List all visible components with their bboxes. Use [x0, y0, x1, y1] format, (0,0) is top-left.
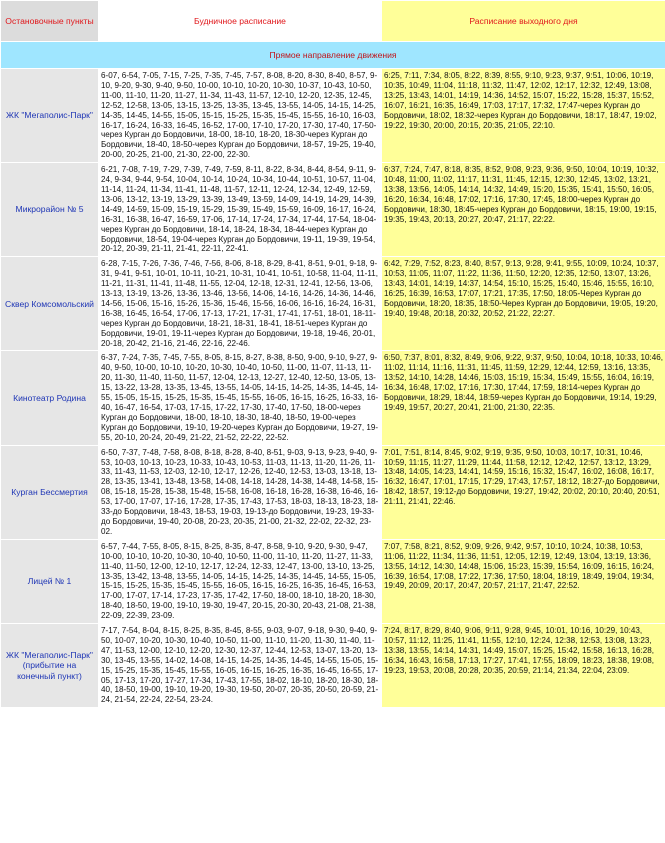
stop-name: Лицей № 1	[1, 539, 99, 623]
table-row	[1, 163, 665, 257]
weekday-times: 6-57, 7-44, 7-55, 8-05, 8-15, 8-25, 8-35, 8-47, 8-58, 9-10, 9-20, 9-30, 9-47, 10-00, 10-10, 10-20, 10-30, 10-40, 10-50, 11-00, 11-10, 11-20, 11-27, 11-33, 11-40, 11-50, 12-00, 12-10, 12-17, 12-24, 12-33, 12-47, 13-00, 13-10, 13-25, 13-35, 13-42, 13-48, 13-55, 14-05, 14-15, 14-25, 14-35, 14-45, 14-55, 15-05, 15-15, 15-25, 15-35, 15-45, 15-55, 16-05, 16-15, 16-25, 16-35, 16-45, 16-53, 17-00, 17-07, 17-14, 17-23, 17-35, 17-42, 17-50, 18-00, 18-10, 18-20, 18-30, 18-40, 18-50, 19-00, 19-10, 19-30, 19-47, 20-15, 20-30, 20-43, 21-08, 21-38, 22-09, 22-39, 23-09.	[99, 539, 382, 623]
direction-title: Прямое направление движения	[1, 42, 665, 69]
weekday-times: 6-37, 7-24, 7-35, 7-45, 7-55, 8-05, 8-15, 8-27, 8-38, 8-50, 9-00, 9-10, 9-27, 9-40, 9-50, 10-00, 10-10, 10-20, 10-30, 10-40, 10-50, 11-00, 11-07, 11-13, 11-20, 11-30, 11-40, 11-50, 11-57, 12-04, 12-13, 12-27, 12-40, 12-50, 13-05, 13-15, 13-22, 13-28, 13-35, 13-45, 13-55, 14-05, 14-15, 14-25, 14-35, 14-45, 14-55, 15-05, 15-15, 15-25, 15-35, 15-45, 15-55, 16-05, 16-15, 16-25, 16-33, 16-40, 16-47, 16-54, 17-03, 17-15, 17-22, 17-30, 17-40, 17-50, 18-00-через Курган до Бордовичи, 18-00, 18-10, 18-30, 18-40, 18-50, 19-00-через Курган до Бордовичи, 19-10, 19-20-через Курган до Бордовичи, 19-27, 19-55, 20-10, 20-24, 20-49, 21-22, 21-52, 22-22, 22-52.	[99, 351, 382, 445]
stop-name: ЖК "Мегаполис-Парк" (прибытие на конечный пункт)	[1, 624, 99, 708]
weekend-times: 7:01, 7:51, 8:14, 8:45, 9:02, 9:19, 9:35, 9:50, 10:03, 10:17, 10:31, 10:46, 10:59, 11:15, 11:27, 11:29, 11:44, 11:58, 12:12, 12:42, 12:57, 13:12, 13:29, 13:48, 14:05, 14:23, 14:41, 14:59, 15:16, 15:32, 15:47, 16:02, 16:08, 16:17, 16:32, 16:47, 17:01, 17:15, 17:29, 17:43, 17:57, 18:12, 18:27-до Бордовичи, 18:42, 18:57, 19:12-до Бордовичи, 19:27, 19:42, 20:02, 20:10, 20:40, 20:51, 21:11, 21:41, 22:46.	[382, 445, 665, 539]
weekend-times: 7:07, 7:58, 8:21, 8:52, 9:09, 9:26, 9:42, 9:57, 10:10, 10:24, 10:38, 10:53, 11:06, 11:22, 11:34, 11:36, 11:51, 12:05, 12:19, 12:49, 13:04, 13:19, 13:36, 13:55, 14:12, 14:30, 14:48, 15:06, 15:23, 15:39, 15:54, 16:09, 16:15, 16:24, 16:39, 16:54, 17:08, 17:22, 17:36, 17:50, 18:04, 18:19, 18:49, 19:04, 19:34, 19:49, 20:09, 20:17, 20:47, 20:57, 21:17, 21:47, 22:52.	[382, 539, 665, 623]
stop-name: Сквер Комсомольский	[1, 257, 99, 351]
header-row	[1, 1, 665, 42]
stop-name: ЖК "Мегаполис-Парк"	[1, 69, 99, 163]
table-row	[1, 351, 665, 445]
header-stops: Остановочные пункты	[1, 1, 99, 42]
header-weekday: Будничное расписание	[99, 1, 382, 42]
table-row	[1, 69, 665, 163]
weekend-times: 6:50, 7:37, 8:01, 8:32, 8:49, 9:06, 9:22, 9:37, 9:50, 10:04, 10:18, 10:33, 10:46, 11:02, 11:14, 11:16, 11:31, 11:45, 11:59, 12:29, 12:44, 12:59, 13:16, 13:35, 13:52, 14:10, 14:28, 14:46, 15:03, 15:19, 15:34, 15:49, 15:55, 16:04, 16:19, 16:34, 16:48, 17:02, 17:16, 17:30, 17:44, 17:59, 18:14-через Курган до Бордовичи, 18:29, 18:44, 18:59-через Курган до Бордовичи, 19:14, 19:29, 19:49, 19:57, 20:27, 20:41, 21:00, 21:30, 22:35.	[382, 351, 665, 445]
weekday-times: 6-28, 7-15, 7-26, 7-36, 7-46, 7-56, 8-06, 8-18, 8-29, 8-41, 8-51, 9-01, 9-18, 9-31, 9-41, 9-51, 10-01, 10-11, 10-21, 10-31, 10-41, 10-51, 10-58, 11-04, 11-11, 11-21, 11-31, 11-41, 11-48, 11-55, 12-04, 12-18, 12-31, 12-41, 12-56, 13-06, 13-13, 13-19, 13-26, 13-36, 13-46, 13-56, 14-06, 14-16, 14-26, 14-36, 14-46, 14-56, 15-06, 15-16, 15-26, 15-36, 15-46, 15-56, 16-06, 16-16, 16-24, 16-31, 16-38, 16-45, 16-54, 17-06, 17-13, 17-21, 17-31, 17-41, 17-51, 18-01, 18-11-через Курган до Бордовичи, 18-21, 18-31, 18-41, 18-51-через Курган до Бордовичи, 19-01, 19-11-через Курган до Бордовичи, 19-18, 19-46, 20-01, 20-18, 20-42, 21-16, 21-46, 22-16, 22-46.	[99, 257, 382, 351]
direction-row	[1, 42, 665, 69]
weekend-times: 6:25, 7:11, 7:34, 8:05, 8:22, 8:39, 8:55, 9:10, 9:23, 9:37, 9:51, 10:06, 10:19, 10:35, 10:49, 11:04, 11:18, 11:32, 11:47, 12:02, 12:17, 12:32, 12:49, 13:08, 13:25, 13:43, 14:01, 14:19, 14:36, 14:52, 15:07, 15:22, 15:28, 15:37, 15:52, 16:07, 16:21, 16:35, 16:49, 17:03, 17:17, 17:32, 17:47-через Курган до Бордовичи, 18:02, 18:32-через Курган до Бордовичи, 18:17, 18:47, 19:02, 19:22, 19:30, 20:00, 20:15, 20:35, 21:05, 22:10.	[382, 69, 665, 163]
stop-name: Кинотеатр Родина	[1, 351, 99, 445]
header-weekend: Расписание выходного дня	[382, 1, 665, 42]
weekend-times: 6:42, 7:29, 7:52, 8:23, 8:40, 8:57, 9:13, 9:28, 9:41, 9:55, 10:09, 10:24, 10:37, 10:53, 11:05, 11:07, 11:22, 11:36, 11:50, 12:20, 12:35, 12:50, 13:07, 13:26, 13:43, 14:01, 14:19, 14:37, 14:54, 15:10, 15:25, 15:40, 15:46, 15:55, 16:10, 16:25, 16:39, 16:53, 17:07, 17:21, 17:35, 17:50, 18:05-Через Курган до Бордовичи, 18:20, 18:35, 18:50-Через Курган до Бордовичи, 19:05, 19:20, 19:40, 19:48, 20:18, 20:32, 20:52, 21:22, 22:27.	[382, 257, 665, 351]
table-row	[1, 257, 665, 351]
weekday-times: 6-50, 7-37, 7-48, 7-58, 8-08, 8-18, 8-28, 8-40, 8-51, 9-03, 9-13, 9-23, 9-40, 9-53, 10-03, 10-13, 10-23, 10-33, 10-43, 10-53, 11-03, 11-13, 11-20, 11-26, 11-33, 11-43, 11-53, 12-03, 12-10, 12-17, 12-26, 12-40, 12-53, 13-03, 13-18, 13-28, 13-35, 13-41, 13-48, 13-58, 14-08, 14-18, 14-28, 14-38, 14-48, 14-58, 15-08, 15-18, 15-28, 15-38, 15-48, 15-58, 16-08, 16-18, 16-28, 16-38, 16-46, 16-53, 17-00, 17-07, 17-16, 17-28, 17-35, 17-43, 17-53, 18-03, 18-13, 18-23, 18-33-до Бордовичи, 18-43, 18-53, 19-03, 19-13-до Бордовичи, 19-23, 19-33-до Бордовичи, 19-40, 20-08, 20-23, 20-35, 21-00, 21-32, 22-02, 22-32, 23-02.	[99, 445, 382, 539]
stop-name: Курган Бессмертия	[1, 445, 99, 539]
weekend-times: 6:37, 7:24, 7:47, 8:18, 8:35, 8:52, 9:08, 9:23, 9:36, 9:50, 10:04, 10:19, 10:32, 10:48, 11:00, 11:02, 11:17, 11:31, 11:45, 12:15, 12:30, 12:45, 13:02, 13:21, 13:38, 13:56, 14:05, 14:14, 14:32, 14:49, 15:20, 15:35, 15:41, 15:50, 16:05, 16:20, 16:34, 16:48, 17:02, 17:16, 17:30, 17:45, 18:00-через Курган до Бордовичи, 18:30, 18:45-через Курган до Бордовичи, 18:15, 19:00, 19:15, 19:35, 19:43, 20:13, 20:27, 20:47, 21:17, 22:22.	[382, 163, 665, 257]
table-row	[1, 624, 665, 708]
table-row	[1, 539, 665, 623]
stop-name: Микрорайон № 5	[1, 163, 99, 257]
weekday-times: 6-07, 6-54, 7-05, 7-15, 7-25, 7-35, 7-45, 7-57, 8-08, 8-20, 8-30, 8-40, 8-57, 9-10, 9-20, 9-30, 9-40, 9-50, 10-00, 10-10, 10-20, 10-30, 10-37, 10-43, 10-50, 11-00, 11-10, 11-20, 11-27, 11-34, 11-43, 11-57, 12-10, 12-20, 12-35, 12-45, 12-52, 12-58, 13-05, 13-15, 13-25, 13-35, 13-45, 13-55, 14-05, 14-15, 14-25, 14-35, 14-45, 14-55, 15-05, 15-15, 15-25, 15-35, 15-45, 15-55, 16-10, 16-03, 16-17, 16-24, 16-33, 16-45, 16-52, 17-00, 17-10, 17-20, 17-30, 17-40, 17-50-через Курган до Бордовичи, 18-00, 18-10, 18-20, 18-30-через Курган до Бордовичи, 18-40, 18-50-через Курган до Бордовичи, 18-57, 19-25, 19-40, 20-00, 20-25, 21-00, 21-30, 22-00, 22-30.	[99, 69, 382, 163]
table-row	[1, 445, 665, 539]
weekend-times: 7:24, 8:17, 8:29, 8:40, 9:06, 9:11, 9:28, 9:45, 10:01, 10:16, 10:29, 10:43, 10:57, 11:12, 11:25, 11:41, 11:55, 12:10, 12:24, 12:38, 12:53, 13:08, 13:23, 13:38, 13:55, 14:14, 14:31, 14:49, 15:07, 15:25, 15:42, 15:58, 16:13, 16:28, 16:34, 16:43, 16:58, 17:13, 17:27, 17:41, 17:55, 18:09, 18:23, 18:38, 19:08, 19:23, 19:53, 20:08, 20:28, 20:35, 20:59, 21:14, 21:34, 22:04, 23:09.	[382, 624, 665, 708]
weekday-times: 7-17, 7-54, 8-04, 8-15, 8-25, 8-35, 8-45, 8-55, 9-03, 9-07, 9-18, 9-30, 9-40, 9-50, 10-07, 10-20, 10-30, 10-40, 10-50, 11-00, 11-10, 11-20, 11-30, 11-40, 11-47, 11-53, 12-00, 12-10, 12-20, 12-30, 12-37, 12-44, 12-53, 13-07, 13-20, 13-30, 13-45, 13-55, 14-02, 14-08, 14-15, 14-25, 14-35, 14-45, 14-55, 15-05, 15-15, 15-25, 15-35, 15-45, 15-55, 16-05, 16-15, 16-25, 16-35, 16-45, 16-55, 17-05, 17-13, 17-20, 17-27, 17-34, 17-43, 17-55, 18-02, 18-10, 18-20, 18-30, 18-40, 18-50, 19-00, 19-10, 19-20, 19-30, 19-50, 20-07, 20-35, 20-50, 20-59, 21-24, 21-54, 22-24, 22-54, 23-24.	[99, 624, 382, 708]
weekday-times: 6-21, 7-08, 7-19, 7-29, 7-39, 7-49, 7-59, 8-11, 8-22, 8-34, 8-44, 8-54, 9-11, 9-24, 9-34, 9-44, 9-54, 10-04, 10-14, 10-24, 10-34, 10-44, 10-51, 10-57, 11-04, 11-14, 11-24, 11-34, 11-41, 11-48, 11-57, 12-11, 12-24, 12-34, 12-49, 12-59, 13-06, 13-12, 13-19, 13-29, 13-39, 13-49, 13-59, 14-09, 14-19, 14-29, 14-39, 14-49, 14-59, 15-09, 15-19, 15-29, 15-39, 15-49, 15-59, 16-09, 16-17, 16-24, 16-31, 16-38, 16-47, 16-59, 17-06, 17-14, 17-24, 17-34, 17-44, 17-54, 18-04-через Курган до Бордовичи, 18-14, 18-24, 18-34, 18-44-через Курган до Бордовичи, 18-54, 19-04-через Курган до Бордовичи, 19-11, 19-39, 19-54, 20-12, 20-39, 21-11, 21-41, 22-11, 22-41.	[99, 163, 382, 257]
